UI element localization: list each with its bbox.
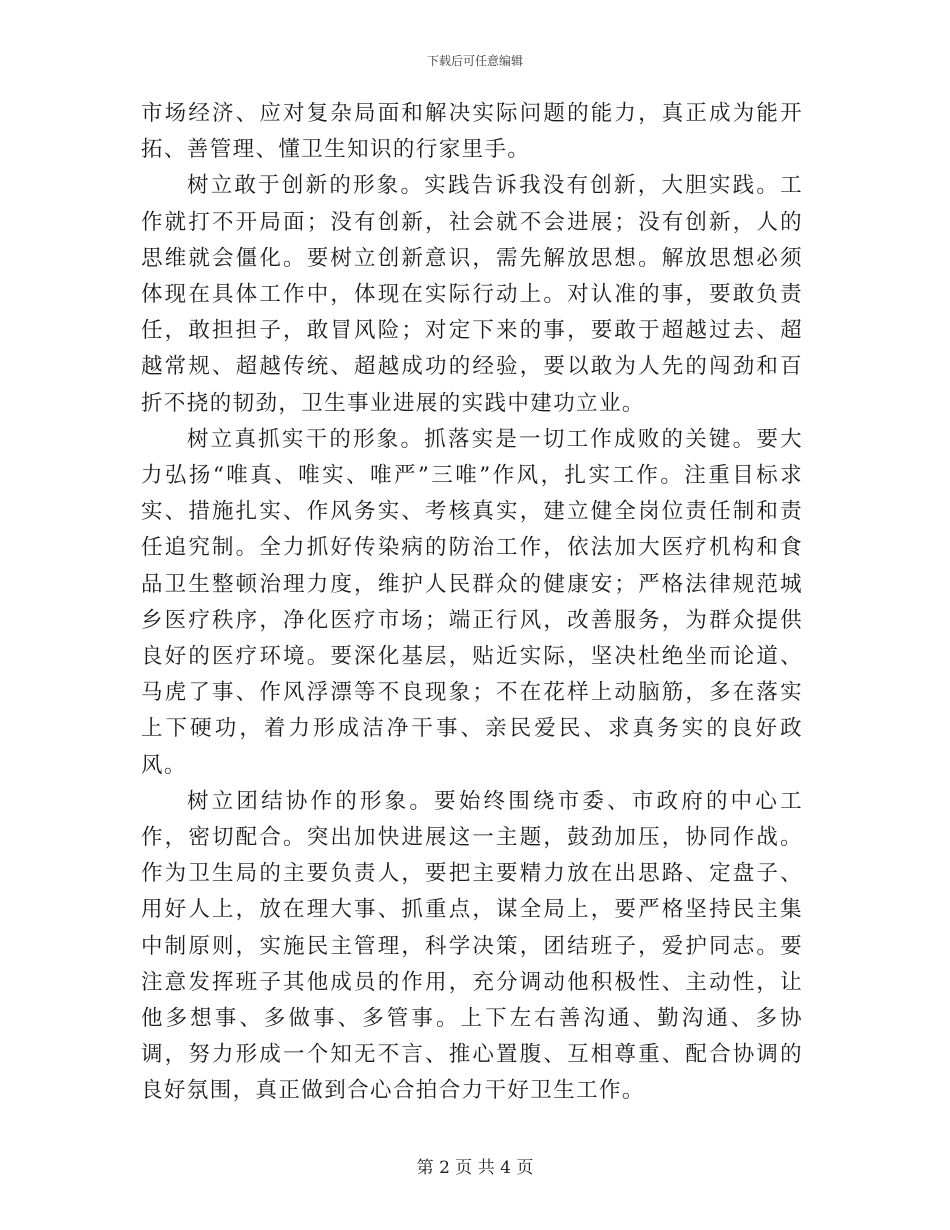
page-number-footer: 第 2 页 共 4 页 xyxy=(416,1158,534,1178)
paragraph-teamwork: 树立团结协作的形象。要始终围绕市委、市政府的中心工作，密切配合。突出加快进展这一主题，鼓劲加压，协同作战。作为卫生局的主要负责人，要把主要精力放在出思路、定盘子、用好人上，放在理大事、抓重点，谋全局上，要严格坚持民主集中制原则，实施民主管理，科学决策，团结班子，爱护同志。要注意发挥班子其他成员的作用，充分调动他积极性、主动性，让他多想事、多做事、多管事。上下左右善沟通、勤沟通、多协调，努力形成一个知无不言、推心置腹、互相尊重、配合协调的良好氛围，真正做到合心合拍合力干好卫生工作。 xyxy=(141,788,803,1104)
page-header: 下载后可任意编辑 xyxy=(426,54,523,68)
paragraph-practical-work: 树立真抓实干的形象。抓落实是一切工作成败的关键。要大力弘扬“唯真、唯实、唯严”三唯”作风，扎实工作。注重目标求实、措施扎实、作风务实、考核真实，建立健全岗位责任制和责任追究制。全力抓好传染病的防治工作，依法加大医疗机构和食品卫生整顿治理力度，维护人民群众的健康安；严格法律规范城乡医疗秩序，净化医疗市场；端正行风，改善服务，为群众提供良好的医疗环境。要深化基层，贴近实际，坚决杜绝坐而论道、马虎了事、作风浮漂等不良现象；不在花样上动脑筋，多在落实上下硬功，着力形成洁净干事、亲民爱民、求真务实的良好政风。 xyxy=(141,426,803,778)
paragraph-innovation: 树立敢于创新的形象。实践告诉我没有创新，大胆实践。工作就打不开局面；没有创新，社会就不会进展；没有创新，人的思维就会僵化。要树立创新意识，需先解放思想。解放思想必须体现在具体工作中，体现在实际行动上。对认准的事，要敢负责任，敢担担子，敢冒风险；对定下来的事，要敢于超越过去、超越常规、超越传统、超越成功的经验，要以敢为人先的闯劲和百折不挠的韧劲，卫生事业进展的实践中建功立业。 xyxy=(141,173,803,416)
paragraph-continuation: 市场经济、应对复杂局面和解决实际问题的能力，真正成为能开拓、善管理、懂卫生知识的行家里手。 xyxy=(141,101,803,163)
document-body xyxy=(141,96,803,1110)
